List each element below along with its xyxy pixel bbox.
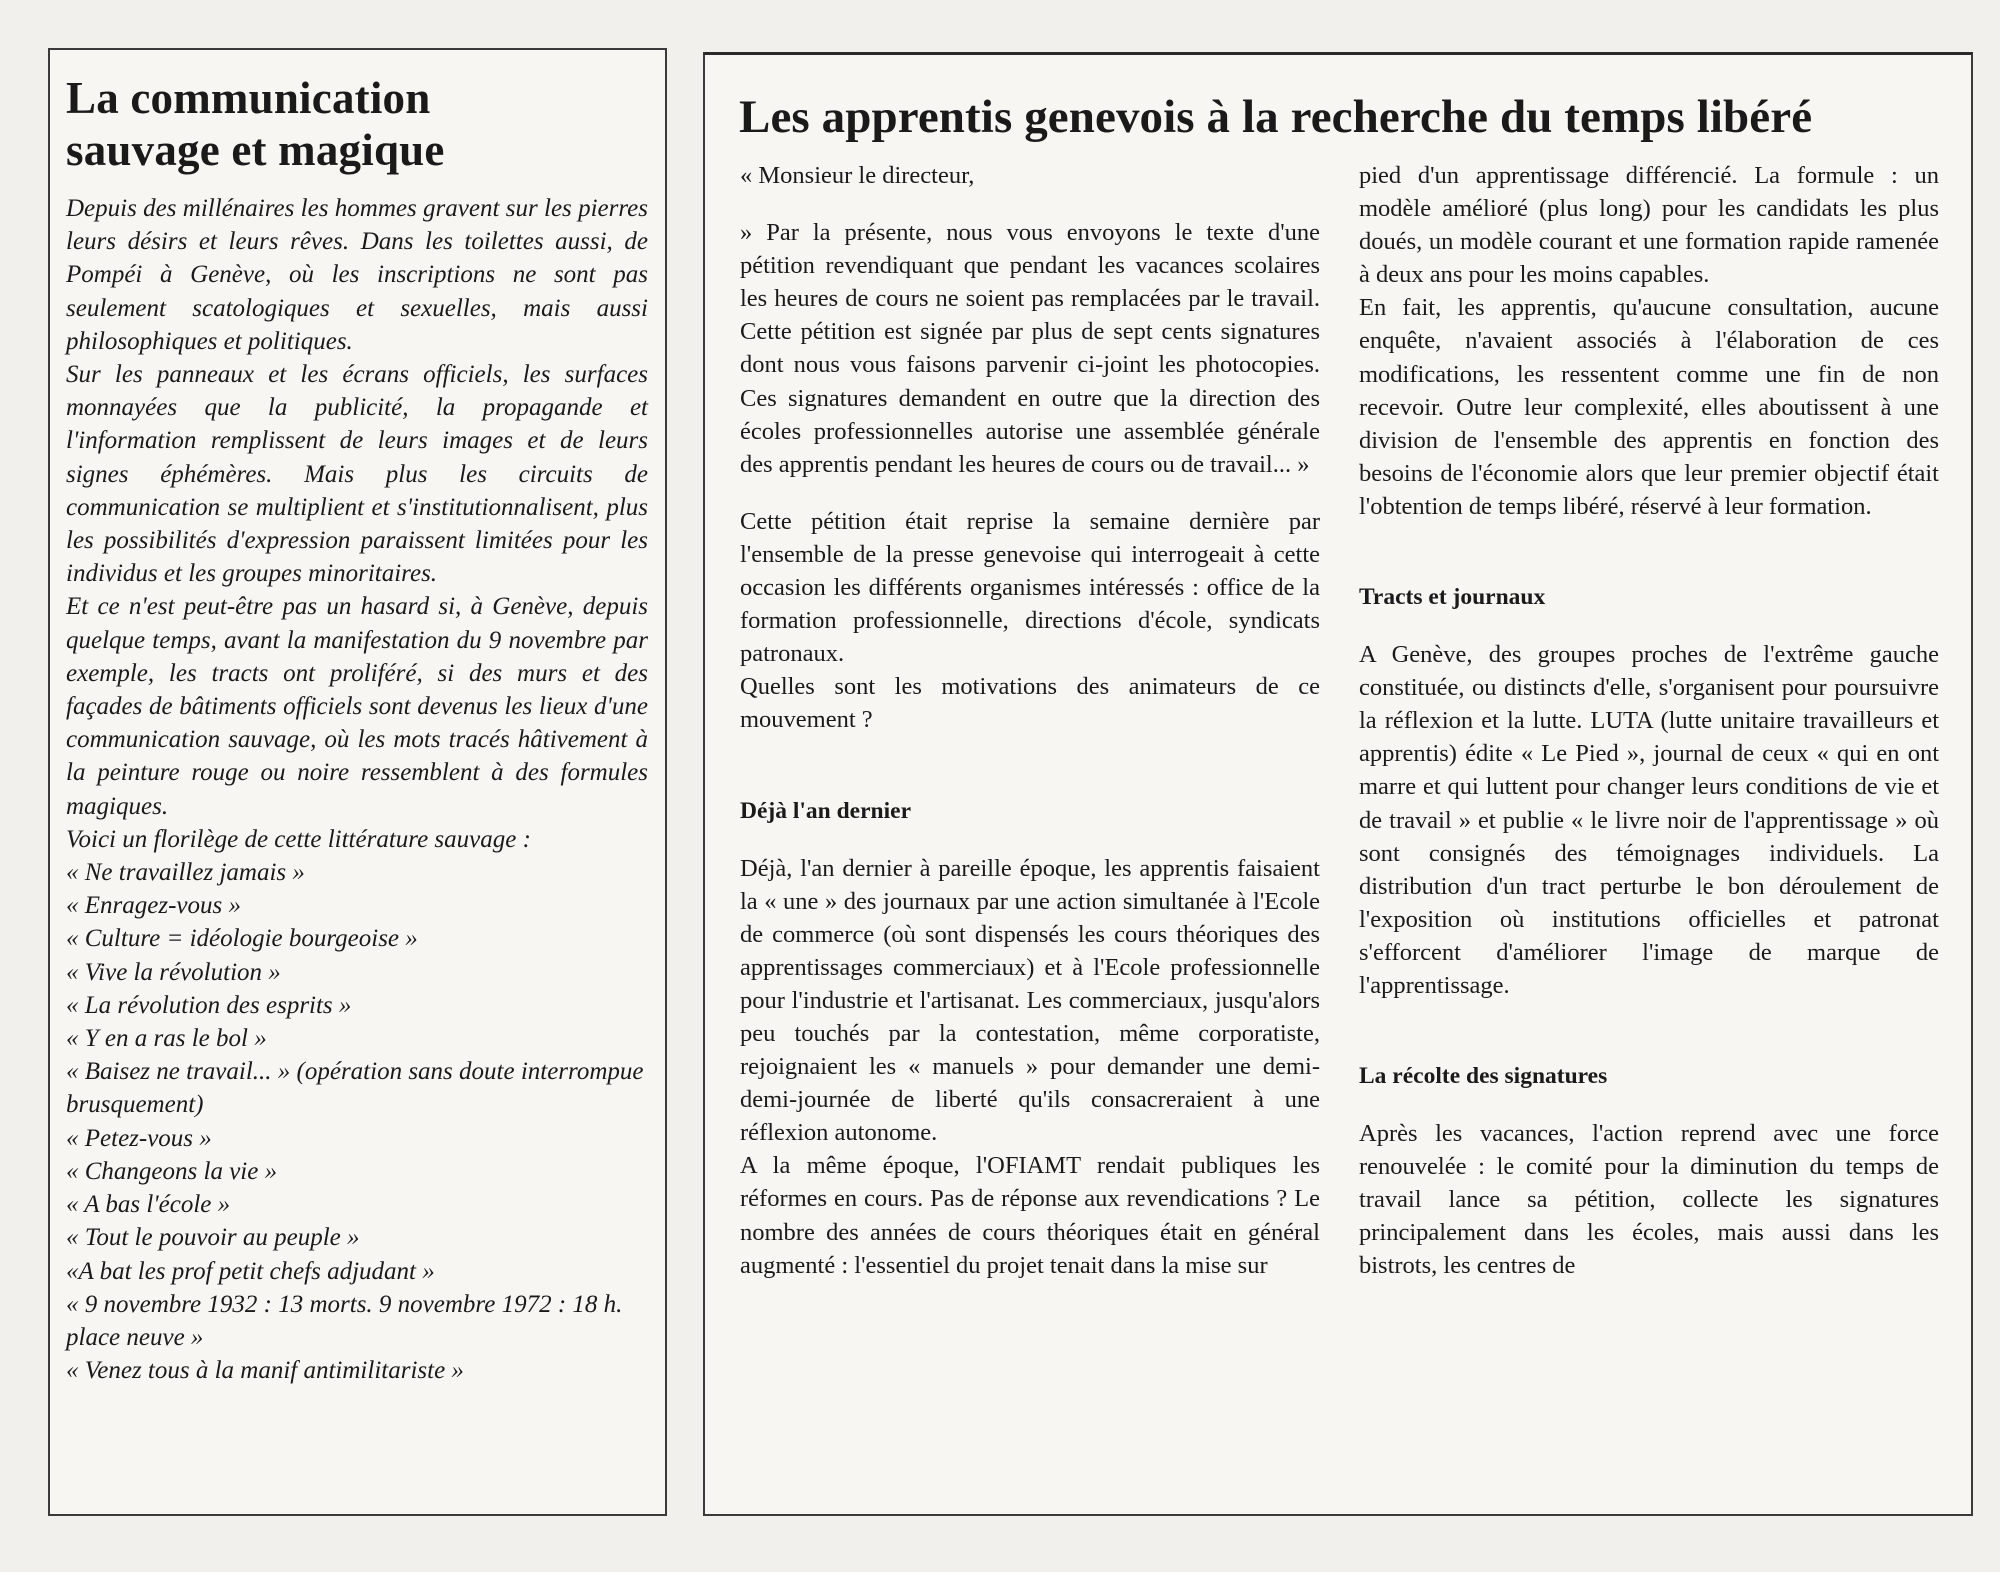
slogan-item: « Ne travaillez jamais » bbox=[66, 859, 305, 887]
article-paragraph: pied d'un apprentissage différencié. La formule : un modèle amélioré (plus long) pour les candidats les plus doués, un modèle courant et une formation rapide ramenée à deux ans pour les moins capables. bbox=[1359, 162, 1939, 289]
sidebar-body bbox=[66, 192, 648, 1387]
slogan-item: « Changeons la vie » bbox=[66, 1157, 278, 1185]
article-paragraph: A la même époque, l'OFIAMT rendait publiques les réformes en cours. Pas de réponse aux revendications ? Le nombre des années de cours théoriques était en général augmenté : l'essentiel du projet tenait dans la mise sur bbox=[740, 1152, 1320, 1279]
section-heading: Déjà l'an dernier bbox=[740, 797, 911, 824]
article-paragraph: Cette pétition était reprise la semaine dernière par l'ensemble de la presse genevoise qui interrogeait à cette occasion les différents organismes intéressés : office de la formation professionnelle, directions d'école, syndicats patronaux. bbox=[740, 507, 1320, 668]
slogan-item: « Baisez ne travail... » (opération sans doute interrompue brusquement) bbox=[66, 1058, 644, 1119]
slogan-item: « Culture = idéologie bourgeoise » bbox=[66, 925, 418, 953]
slogan-list bbox=[66, 856, 648, 1387]
sidebar-paragraph: Voici un florilège de cette littérature sauvage : bbox=[66, 825, 531, 853]
letter-body: » Par la présente, nous vous envoyons le texte d'une pétition revendiquant que pendant les vacances scolaires les heures de cours ne soient pas remplacées par le travail. Cette pétition est signée par plus de sept cents signatures dont nous vous faisons parvenir ci-joint les photocopies. Ces signatures demandent en outre que la direction des écoles professionnelles autorise une assemblée générale des apprentis pendant les heures de cours ou de travail... » bbox=[740, 219, 1320, 478]
article-title: Les apprentis genevois à la recherche du temps libéré bbox=[739, 91, 1813, 143]
sidebar-title bbox=[66, 72, 656, 176]
article-paragraph: Après les vacances, l'action reprend avec une force renouvelée : le comité pour la diminution du temps de travail lance sa pétition, collecte les signatures principalement dans les écoles, mais aussi dans les bistrots, les centres de bbox=[1359, 1120, 1939, 1280]
sidebar-paragraph: Et ce n'est peut-être pas un hasard si, à Genève, depuis quelque temps, avant la manifestation du 9 novembre par exemple, les tracts ont proliféré, si des murs et des façades de bâtiments officiels sont devenus les lieux d'une communication sauvage, où les mots tracés hâtivement à la peinture rouge ou noire ressemblent à des formules magiques. bbox=[66, 593, 648, 820]
slogan-item: « Tout le pouvoir au peuple » bbox=[66, 1224, 360, 1252]
slogan-item: « Petez-vous » bbox=[66, 1124, 212, 1152]
article-box bbox=[703, 52, 1973, 1516]
article-column-1 bbox=[740, 159, 1320, 1282]
slogan-item: « Y en a ras le bol » bbox=[66, 1025, 267, 1053]
article-paragraph: Quelles sont les motivations des animateurs de ce mouvement ? bbox=[740, 673, 1320, 734]
slogan-item: « Enragez-vous » bbox=[66, 892, 241, 920]
section-heading: Tracts et journaux bbox=[1359, 584, 1546, 611]
slogan-item: « A bas l'école » bbox=[66, 1191, 231, 1219]
sidebar-title-line-1: La communication bbox=[66, 73, 431, 123]
slogan-item: « Venez tous à la manif antimilitariste » bbox=[66, 1357, 464, 1385]
article-column-2 bbox=[1359, 159, 1939, 1283]
section-heading: La récolte des signatures bbox=[1359, 1063, 1608, 1090]
sidebar-paragraph: Depuis des millénaires les hommes gravent sur les pierres leurs désirs et leurs rêves. Dans les toilettes aussi, de Pompéi à Genève, où les inscriptions ne sont pas seulement scatologiques et sexuelles, mais aussi philosophiques et politiques. bbox=[66, 195, 648, 355]
slogan-item: «A bat les prof petit chefs adjudant » bbox=[66, 1257, 435, 1285]
sidebar-paragraph: Sur les panneaux et les écrans officiels, les surfaces monnayées que la publicité, la propagande et l'information remplissent de leurs images et de leurs signes éphémères. Mais plus les circuits de communication se multiplient et s'institutionnalisent, plus les possibilités d'expression paraissent limitées pour les individus et les groupes minoritaires. bbox=[66, 361, 648, 588]
article-paragraph: A Genève, des groupes proches de l'extrême gauche constituée, ou distincts d'elle, s'organisent pour poursuivre la réflexion et la lutte. LUTA (lutte unitaire travailleurs et apprentis) édite « Le Pied », journal de ceux « qui en ont marre et qui luttent pour changer leurs conditions de vie et de travail » et publie « le livre noir de l'apprentissage » où sont consignés des témoignages individuels. La distribution d'un tract perturbe le bon déroulement de l'exposition où institutions officielles et patronat s'efforcent d'améliorer l'image de marque de l'apprentissage. bbox=[1359, 641, 1939, 999]
slogan-item: « 9 novembre 1932 : 13 morts. 9 novembre 1972 : 18 h. place neuve » bbox=[66, 1290, 623, 1351]
sidebar-box bbox=[48, 48, 667, 1516]
article-paragraph: En fait, les apprentis, qu'aucune consultation, aucune enquête, n'avaient associés à l'élaboration de ces modifications, les ressentent comme une fin de non recevoir. Outre leur complexité, elles aboutissent à une division de l'ensemble des apprentis en fonction des besoins de l'économie alors que leur premier objectif était l'obtention de temps libéré, réservé à leur formation. bbox=[1359, 294, 1939, 520]
article-paragraph: Déjà, l'an dernier à pareille époque, les apprentis faisaient la « une » des journaux par une action simultanée à l'Ecole de commerce (où sont dispensés les cours théoriques des apprentissages commerciaux) et à l'Ecole professionnelle pour l'industrie et l'artisanat. Les commerciaux, jusqu'alors peu touchés par la contestation, même corporatiste, rejoignaient les « manuels » pour demander une demi-demi-journée de liberté qu'ils consacreraient à une réflexion autonome. bbox=[740, 854, 1320, 1147]
letter-salutation: « Monsieur le directeur, bbox=[740, 162, 975, 189]
slogan-item: « La révolution des esprits » bbox=[66, 991, 352, 1019]
sidebar-title-line-2: sauvage et magique bbox=[66, 125, 445, 175]
slogan-item: « Vive la révolution » bbox=[66, 958, 281, 986]
